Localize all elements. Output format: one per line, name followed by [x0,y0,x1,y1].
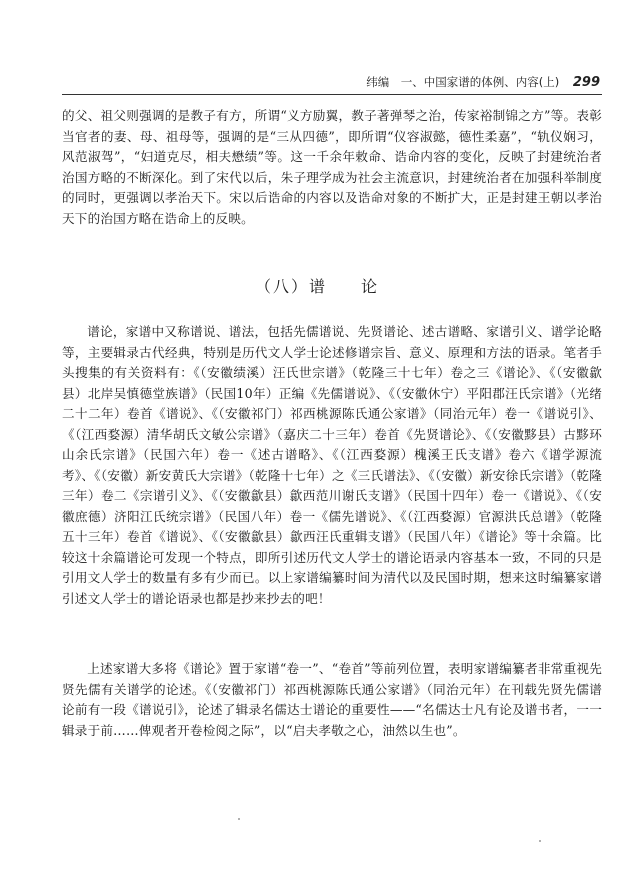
section-title-char: 论 [361,277,380,296]
paragraph-placement: 上述家谱大多将《谱论》置于家谱“卷一”、“卷首”等前列位置，表明家谱编纂者非常重视先贤先儒有关谱学的论述。《（安徽祁门）祁西桃源陈氏通公家谱》（同治元年）在刊载先贤先儒谱论前有一段《谱说引》，论述了辑录名儒达士谱论的重要性——“名儒达士凡有论及谱书者，一一辑录于前……俾观者开卷检阅之际”，以“启夫孝敬之心，油然以生也”。 [62,661,602,738]
header-rule [62,94,602,95]
print-speck [238,818,240,820]
section-heading [0,274,634,297]
running-header [0,74,600,90]
print-speck [539,840,541,842]
running-title: 纬编 一、中国家谱的体例、内容(上) [366,75,560,89]
page-number: 299 [572,75,600,90]
section-title-char: 谱 [308,277,327,296]
paragraph-continuation: 的父、祖父则强调的是教子有方，所谓“义方励翼，教子著弹琴之治，传家裕制锦之方”等。表彰当官者的妻、母、祖母等，强调的是“三从四德”，即所谓“仪容淑懿，德性柔嘉”，“轨仪娴习，风范淑驾”，“妇道克尽，相夫懋绩”等。这一千余年敕命、诰命内容的变化，反映了封建统治者治国方略的不断深化。到了宋代以后，朱子理学成为社会主流意识，封建统治者在加强科举制度的同时，更强调以孝治天下。宋以后诰命的内容以及诰命对象的不断扩大，正是封建王朝以孝治天下的治国方略在诰命上的反映。 [62,108,602,226]
paragraph-genealogy-discourse: 谱论，家谱中又称谱说、谱法，包括先儒谱说、先贤谱论、述古谱略、家谱引义、谱学论略等，主要辑录古代经典，特别是历代文人学士论述修谱宗旨、意义、原理和方法的语录。笔者手头搜集的有关资料有：《（安徽绩溪）汪氏世宗谱》（乾隆三十七年）卷之三《谱论》、《（安徽歙县）北岸吴慎德堂族谱》（民国10年）正编《先儒谱说》、《（安徽休宁）平阳郡汪氏宗谱》（光绪二十二年）卷首《谱说》、《（安徽祁门）祁西桃源陈氏通公家谱》（同治元年）卷一《谱说引》、《（江西婺源）清华胡氏文敏公宗谱》（嘉庆二十三年）卷首《先贤谱论》、《（安徽黟县）古黟环山余氏宗谱》（民国六年）卷一《述古谱略》、《（江西婺源）槐溪王氏支谱》卷六《谱学源流考》、《（安徽）新安黄氏大宗谱》（乾隆十七年）之《三氏谱法》、《（安徽）新安徐氏宗谱》（乾隆三年）卷二《宗谱引义》、《（安徽歙县）歙西范川谢氏支谱》（民国十四年）卷一《谱说》、《（安徽庶德）济阳江氏统宗谱》（民国八年）卷一《儒先谱说》、《（江西婺源）官源洪氏总谱》（乾隆五十三年）卷首《谱说》、《（安徽歙县）歙西汪氏重辑支谱》（民国八年）《谱论》等十余篇。比较这十余篇谱论可发现一个特点，即所引述历代文人学士的谱论语录内容基本一致，不同的只是引用文人学士的数量有多有少而已。以上家谱编纂时间为清代以及民国时期，想来这时编纂家谱引述文人学士的谱论语录也都是抄来抄去的吧！ [62,324,602,606]
section-number: （八） [254,277,309,296]
